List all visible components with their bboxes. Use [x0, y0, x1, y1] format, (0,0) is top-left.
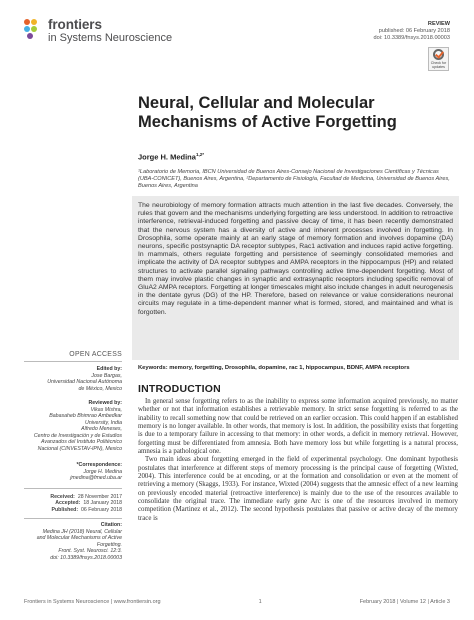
- published-line: published: 06 February 2018: [378, 28, 450, 34]
- abstract: The neurobiology of memory formation attracts much attention in the last five decades. Conversely, the rules that govern and the mechanisms underlying forgetting are less understood. In addition to retroactive interference, retrieval-induced forgetting and passive decay of time, it has been recently demonstrated that the nervous system has a diversity of active and inherent processes involved in forgetting. In Drosophila, some operate mainly at an early stage of memory formation and involves dopamine (DA) neurons, specific postsynaptic DA receptor subtypes, Rac1 activation and induces rapid active forgetting. In mammals, others regulate forgetting and persistence of seemingly consolidated memories and implicate the activity of DA receptor subtypes and AMPA receptors in the hippocampus (HP) and related structures to activate parallel signaling pathways controlling active time-dependent forgetting. Most of them may involve plastic changes in synaptic and extrasynaptic receptors including specific removal of GluA2 AMPA receptors. Forgetting at longer timescales might also include changes in adult neurogenesis in the dentate gyrus (DG) of the HP. Therefore, based on relevance or value considerations neuronal circuits may regulate in a time-dependent manner what is formed, stored, and maintained and what is forgotten.: [132, 196, 459, 360]
- open-access-label: OPEN ACCESS: [69, 351, 122, 358]
- date-value: 28 November 2017: [77, 494, 122, 500]
- keywords-text: memory, forgetting, Drosophila, dopamine, rac 1, hippocampus, BDNF, AMPA receptors: [169, 365, 410, 371]
- date-row: [24, 507, 122, 513]
- affiliations: ¹Laboratorio de Memoria, IBCN Universidad de Buenos Aires-Consejo Nacional de Investigaciones Científicas y Técnicas (UBA-CONICET), Buenos Aires, Argentina, ²Departamento de Fisiología, Facultad de Medicina, Universidad de Buenos Aires, Buenos Aires, Argentina: [138, 169, 450, 190]
- date-label: Accepted:: [55, 500, 81, 507]
- editor-line: Universidad Nacional Autónoma: [47, 379, 122, 385]
- reviewed-by-label: Reviewed by:: [88, 400, 122, 406]
- introduction-heading: INTRODUCTION: [138, 383, 221, 395]
- journal-name: in Systems Neuroscience: [48, 31, 173, 44]
- author[interactable]: [138, 152, 204, 162]
- introduction-paragraph: In general sense forgetting refers to as the inability to express some information acquired previously, no matter whether or not that information establishes a retrievable memory. In strict sense forgetting is referred to as the inability to recall something now that could be retrieved on an earlier occasion. This could happen if an established memory is no longer available. In other words, that memory is lost. In addition, the possibility exists that forgetting is due to a temporary failure in accessing to that memory: in other words, a deficit in memory retrieval. However, forgetting must be differentiated from amnesia. Both have memory loss but while forgetting is a natural process, amnesia is a pathological one.: [138, 398, 458, 456]
- correspondence-label: *Correspondence:: [76, 462, 122, 468]
- check-for-updates-button[interactable]: [428, 47, 449, 71]
- date-label: Received:: [50, 494, 75, 500]
- reviewer-line: University, India: [85, 419, 122, 426]
- reviewed-by: [24, 400, 122, 452]
- check-mark-icon: [433, 49, 444, 60]
- keywords: [138, 365, 458, 371]
- reviewer-line: Centro de Investigación y de Estudios: [33, 432, 122, 439]
- frontiers-logo-icon: [24, 19, 44, 41]
- citation-line: and Molecular Mechanisms of Active: [36, 535, 122, 541]
- doi-line[interactable]: doi: 10.3389/fnsys.2018.00003: [373, 35, 450, 41]
- sidebar-divider: [24, 488, 122, 489]
- reviewer-line: Avanzados del Instituto Politécnico: [40, 439, 122, 445]
- author-superscript: 1,2*: [195, 152, 204, 157]
- citation-line: Forgetting.: [96, 541, 122, 548]
- citation-line: Front. Syst. Neurosci. 12:3.: [58, 548, 122, 554]
- keywords-label: Keywords:: [138, 365, 168, 371]
- footer-issue: February 2018 | Volume 12 | Article 3: [359, 599, 450, 605]
- article-dates: [24, 494, 122, 513]
- introduction-body: [138, 398, 458, 523]
- reviewer-line: Alfredo Meneses,: [81, 426, 122, 432]
- article-meta: [373, 21, 450, 42]
- citation-label: Citation:: [100, 522, 122, 528]
- article-title: Neural, Cellular and Molecular Mechanisms of Active Forgetting: [138, 94, 397, 131]
- correspondence-email[interactable]: jmedina@fmed.uba.ar: [70, 475, 122, 481]
- reviewer-line: Nacional (CINVESTAV-IPN), Mexico: [37, 445, 122, 452]
- date-value: 06 February 2018: [81, 506, 122, 513]
- footer-journal[interactable]: Frontiers in Systems Neuroscience | www.frontiersin.org: [24, 599, 161, 605]
- editor-line: de México, Mexico: [78, 385, 122, 392]
- reviewer-line: Vikas Mishra,: [90, 406, 122, 413]
- reviewer-line: Babasaheb Bhimrao Ambedkar: [49, 413, 122, 419]
- date-value: 18 January 2018: [83, 500, 122, 507]
- author-name: Jorge H. Medina: [138, 152, 196, 162]
- sidebar-divider: [24, 361, 122, 362]
- check-updates-label: Check for updates: [430, 61, 447, 69]
- page-footer: [24, 599, 450, 605]
- sidebar-divider: [24, 518, 122, 519]
- citation-doi[interactable]: doi: 10.3389/fnsys.2018.00003: [50, 554, 122, 561]
- citation: [24, 522, 122, 561]
- brand-name: frontiers: [48, 17, 102, 32]
- introduction-paragraph: Two main ideas about forgetting emerged in the field of experimental psychology. One dominant hypothesis postulates that interference at different steps of memory processing is the principal cause of forgetting (Wixted, 2004). This interference could be at encoding, or at the formation and consolidation or even at the moment of retrieving a memory (Skaggs, 1933). For instance, Wixted (2004) suggests that the amnesic effect of a new learning on previously encoded material (retroactive interference) is mainly due to the use of the resources available to consolidate the original trace. The immediate early gene Arc is one of the resources involved in memory competition (Martinez et al., 2012). The second hypothesis postulates that passive or active decay of the memory trace is: [138, 456, 458, 522]
- correspondence: [24, 462, 122, 482]
- edited-by-label: Edited by:: [96, 366, 122, 372]
- date-label: Published:: [51, 506, 79, 513]
- article-type: REVIEW: [427, 21, 450, 27]
- journal-logo[interactable]: [24, 18, 172, 44]
- editor-line: Jose Bargas,: [91, 372, 122, 379]
- correspondence-line: Jorge H. Medina: [83, 468, 122, 475]
- edited-by: [24, 366, 122, 392]
- page-number: 1: [258, 599, 262, 605]
- citation-line: Medina JH (2018) Neural, Cellular: [42, 528, 122, 535]
